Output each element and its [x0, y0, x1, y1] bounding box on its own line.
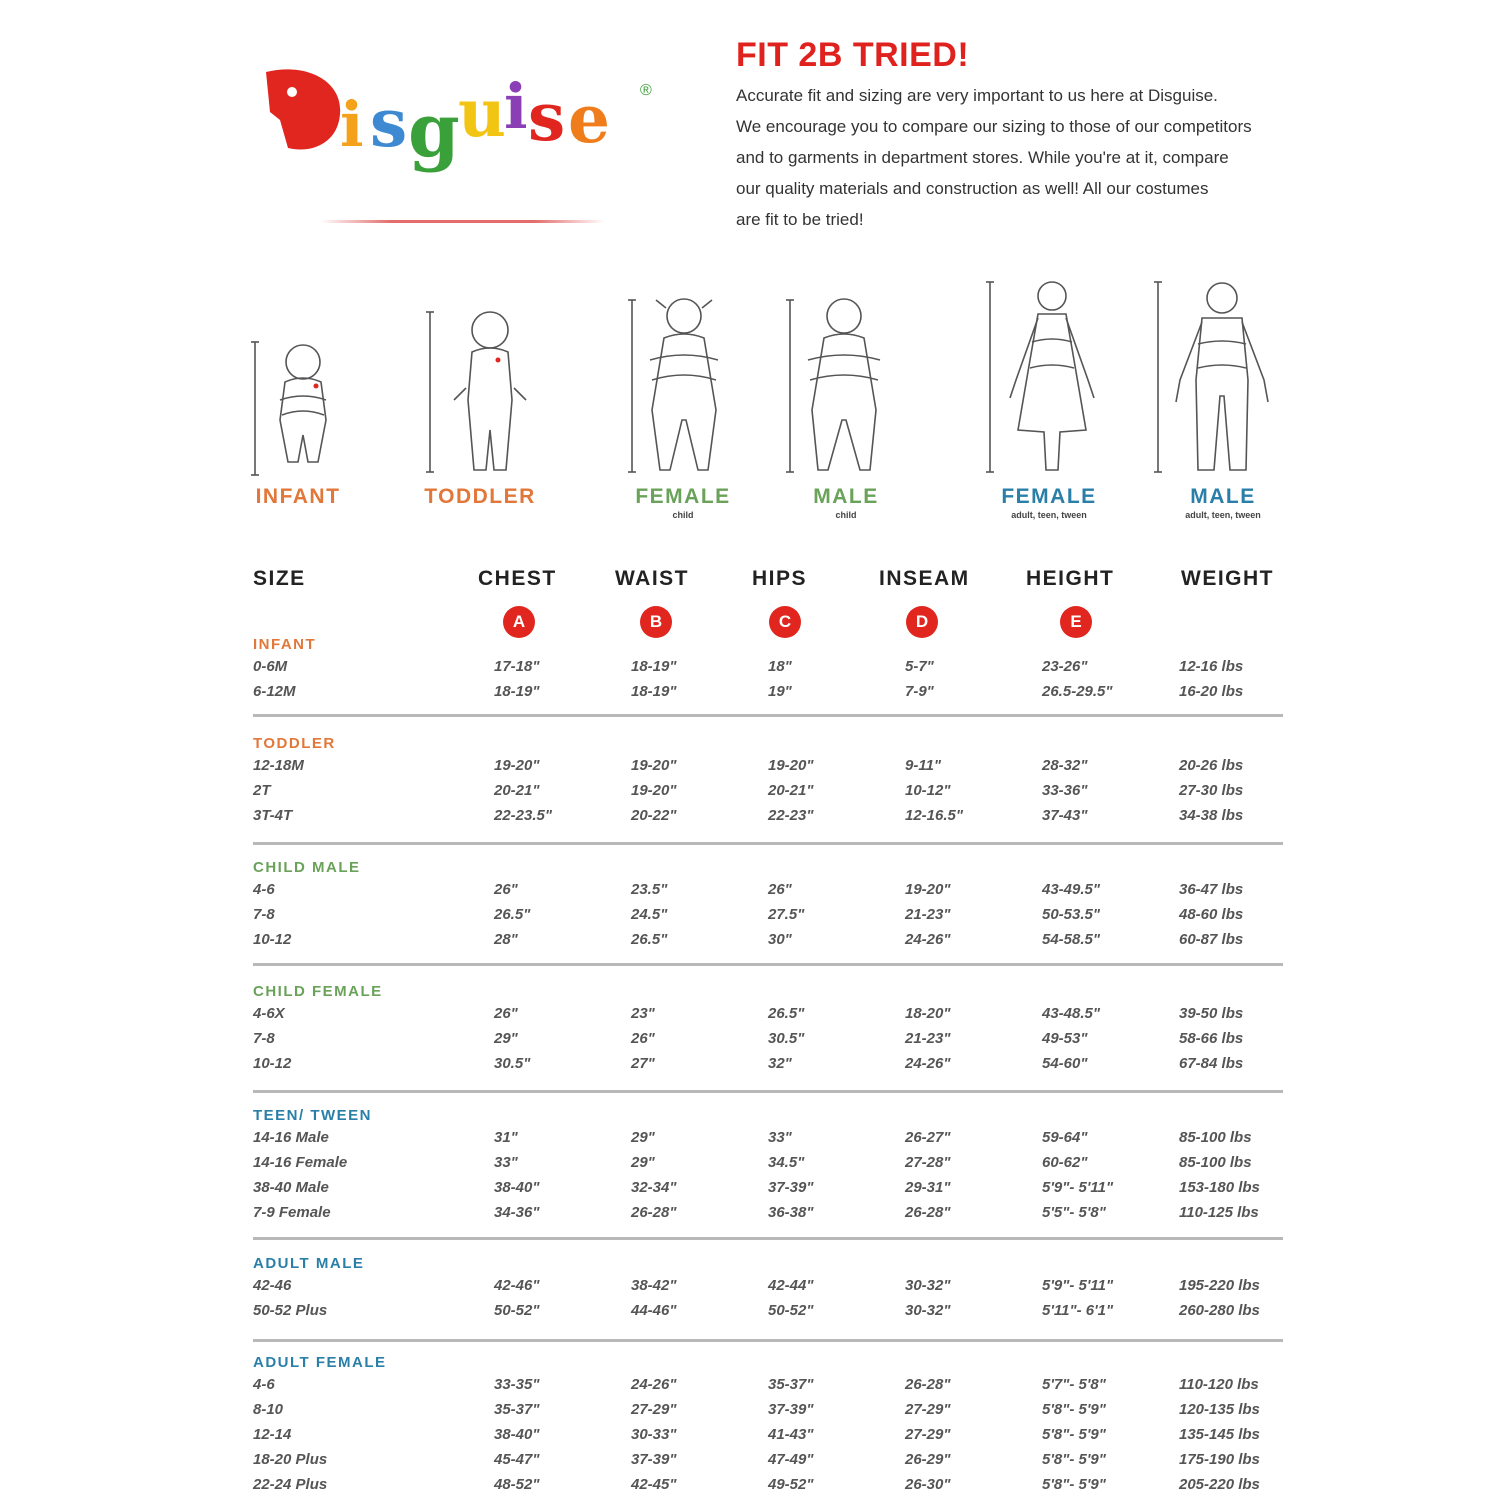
figure-sub-child-female: child	[672, 510, 694, 520]
adult-female-figure-icon	[986, 282, 1094, 472]
cell-height: 43-48.5"	[1042, 1005, 1100, 1022]
cell-waist: 19-20"	[631, 782, 677, 799]
cell-inseam: 24-26"	[905, 1055, 951, 1072]
cell-hips: 22-23"	[768, 807, 814, 824]
logo-underline	[320, 220, 605, 223]
cell-waist: 24-26"	[631, 1376, 677, 1393]
cell-height: 37-43"	[1042, 807, 1088, 824]
cell-size: 10-12	[253, 1055, 292, 1072]
cell-size: 2T	[253, 782, 271, 799]
cell-height: 5'7"- 5'8"	[1042, 1376, 1106, 1393]
cell-hips: 49-52"	[768, 1476, 814, 1493]
cell-inseam: 18-20"	[905, 1005, 951, 1022]
cell-height: 33-36"	[1042, 782, 1088, 799]
logo-letter-s2: s	[528, 78, 566, 156]
header-weight: WEIGHT	[1181, 567, 1274, 590]
cell-hips: 30"	[768, 931, 792, 948]
cell-height: 5'8"- 5'9"	[1042, 1426, 1106, 1443]
badge-inseam: D	[906, 606, 938, 638]
cell-chest: 20-21"	[494, 782, 540, 799]
cell-weight: 153-180 lbs	[1179, 1179, 1260, 1196]
table-row	[253, 879, 1283, 904]
fit-line: Accurate fit and sizing are very important to us here at Disguise.	[736, 86, 1218, 105]
cell-weight: 60-87 lbs	[1179, 931, 1244, 948]
cell-chest: 26.5"	[494, 906, 531, 923]
header-height: HEIGHT	[1026, 567, 1115, 590]
cell-size: 14-16 Female	[253, 1154, 348, 1171]
cell-weight: 260-280 lbs	[1179, 1302, 1260, 1319]
cell-weight: 135-145 lbs	[1179, 1426, 1260, 1443]
cell-size: 14-16 Male	[253, 1129, 329, 1146]
cell-weight: 195-220 lbs	[1179, 1277, 1260, 1294]
table-row	[253, 1003, 1283, 1028]
cell-chest: 42-46"	[494, 1277, 540, 1294]
cell-weight: 175-190 lbs	[1179, 1451, 1260, 1468]
section-infant	[253, 634, 1283, 706]
cell-inseam: 7-9"	[905, 683, 934, 700]
cell-size: 4-6X	[253, 1005, 285, 1022]
cell-weight: 67-84 lbs	[1179, 1055, 1244, 1072]
logo-letter-i: i	[340, 88, 364, 161]
cell-waist: 18-19"	[631, 658, 677, 675]
cell-inseam: 24-26"	[905, 931, 951, 948]
toddler-figure-icon	[426, 312, 526, 472]
cell-size: 12-18M	[253, 757, 304, 774]
cell-weight: 48-60 lbs	[1179, 906, 1244, 923]
cell-chest: 30.5"	[494, 1055, 531, 1072]
logo-letter-u: u	[458, 74, 506, 152]
cell-chest: 50-52"	[494, 1302, 540, 1319]
cell-height: 26.5-29.5"	[1042, 683, 1113, 700]
cell-waist: 23"	[631, 1005, 655, 1022]
table-row	[253, 1127, 1283, 1152]
cell-chest: 33"	[494, 1154, 518, 1171]
cell-waist: 18-19"	[631, 683, 677, 700]
cell-weight: 110-125 lbs	[1179, 1204, 1259, 1221]
infant-figure-icon	[251, 342, 326, 475]
cell-inseam: 27-29"	[905, 1401, 951, 1418]
registered-mark: ®	[640, 82, 652, 99]
cell-chest: 35-37"	[494, 1401, 540, 1418]
section-title: ADULT MALE	[253, 1255, 365, 1272]
fit-line: and to garments in department stores. While you're at it, compare	[736, 148, 1229, 167]
section-adult-male	[253, 1253, 1283, 1325]
logo-letter-i2: i	[504, 70, 528, 143]
cell-chest: 29"	[494, 1030, 518, 1047]
cell-waist: 42-45"	[631, 1476, 677, 1493]
table-row	[253, 929, 1283, 954]
disguise-logo	[258, 62, 658, 192]
cell-waist: 26.5"	[631, 931, 668, 948]
cell-hips: 26"	[768, 881, 792, 898]
table-row	[253, 1177, 1283, 1202]
figures-illustration	[240, 270, 1300, 485]
table-row	[253, 1028, 1283, 1053]
cell-height: 60-62"	[1042, 1154, 1088, 1171]
cell-chest: 48-52"	[494, 1476, 540, 1493]
cell-inseam: 21-23"	[905, 906, 951, 923]
cell-hips: 33"	[768, 1129, 792, 1146]
cell-size: 38-40 Male	[253, 1179, 329, 1196]
cell-weight: 36-47 lbs	[1179, 881, 1244, 898]
table-row	[253, 1424, 1283, 1449]
table-row	[253, 1275, 1283, 1300]
section-adult-female	[253, 1352, 1283, 1499]
cell-height: 54-58.5"	[1042, 931, 1100, 948]
cell-weight: 34-38 lbs	[1179, 807, 1244, 824]
cell-inseam: 26-27"	[905, 1129, 951, 1146]
cell-chest: 19-20"	[494, 757, 540, 774]
cell-hips: 20-21"	[768, 782, 814, 799]
fit-title: FIT 2B TRIED!	[736, 36, 970, 74]
cell-inseam: 26-28"	[905, 1204, 951, 1221]
cell-inseam: 27-28"	[905, 1154, 951, 1171]
section-title: CHILD MALE	[253, 859, 361, 876]
cell-hips: 18"	[768, 658, 792, 675]
cell-height: 49-53"	[1042, 1030, 1088, 1047]
cell-size: 50-52 Plus	[253, 1302, 328, 1319]
fit-description	[736, 80, 1296, 235]
table-row	[253, 1474, 1283, 1499]
cell-chest: 22-23.5"	[494, 807, 552, 824]
cell-waist: 37-39"	[631, 1451, 677, 1468]
cell-waist: 23.5"	[631, 881, 668, 898]
table-row	[253, 1152, 1283, 1177]
cell-hips: 36-38"	[768, 1204, 814, 1221]
cell-hips: 37-39"	[768, 1401, 814, 1418]
cell-waist: 32-34"	[631, 1179, 677, 1196]
cell-inseam: 10-12"	[905, 782, 951, 799]
section-title: TEEN/ TWEEN	[253, 1107, 373, 1124]
header-size: SIZE	[253, 567, 306, 590]
figure-label-toddler: TODDLER	[424, 485, 536, 508]
table-row	[253, 904, 1283, 929]
child-female-figure-icon	[628, 299, 718, 472]
cell-weight: 58-66 lbs	[1179, 1030, 1244, 1047]
figure-label-infant: INFANT	[255, 485, 341, 508]
section-title: TODDLER	[253, 735, 336, 752]
badge-chest: A	[503, 606, 535, 638]
cell-height: 28-32"	[1042, 757, 1088, 774]
cell-inseam: 21-23"	[905, 1030, 951, 1047]
cell-inseam: 26-29"	[905, 1451, 951, 1468]
table-row	[253, 1449, 1283, 1474]
cell-size: 22-24 Plus	[253, 1476, 328, 1493]
cell-height: 5'9"- 5'11"	[1042, 1277, 1114, 1294]
cell-inseam: 30-32"	[905, 1277, 951, 1294]
cell-inseam: 29-31"	[905, 1179, 951, 1196]
cell-waist: 27-29"	[631, 1401, 677, 1418]
cell-hips: 19-20"	[768, 757, 814, 774]
section-title: ADULT FEMALE	[253, 1354, 387, 1371]
section-title: CHILD FEMALE	[253, 983, 383, 1000]
section-child-male	[253, 857, 1283, 954]
cell-weight: 16-20 lbs	[1179, 683, 1244, 700]
cell-inseam: 5-7"	[905, 658, 934, 675]
cell-size: 10-12	[253, 931, 292, 948]
cell-weight: 120-135 lbs	[1179, 1401, 1260, 1418]
header-inseam: INSEAM	[879, 567, 970, 590]
header-hips: HIPS	[752, 567, 808, 590]
cell-height: 5'5"- 5'8"	[1042, 1204, 1106, 1221]
cell-inseam: 30-32"	[905, 1302, 951, 1319]
cell-weight: 20-26 lbs	[1179, 757, 1244, 774]
cell-hips: 19"	[768, 683, 792, 700]
section-teen-tween	[253, 1105, 1283, 1227]
cell-hips: 41-43"	[768, 1426, 814, 1443]
fit-line: our quality materials and construction as well! All our costumes	[736, 179, 1209, 198]
figure-sub-adult-male: adult, teen, tween	[1185, 510, 1261, 520]
cell-weight: 85-100 lbs	[1179, 1154, 1252, 1171]
figure-label-child-male: MALE	[813, 485, 879, 508]
cell-inseam: 12-16.5"	[905, 807, 963, 824]
cell-waist: 27"	[631, 1055, 655, 1072]
cell-waist: 29"	[631, 1154, 655, 1171]
cell-height: 5'8"- 5'9"	[1042, 1476, 1106, 1493]
cell-size: 18-20 Plus	[253, 1451, 328, 1468]
section-divider	[253, 714, 1283, 717]
cell-waist: 44-46"	[631, 1302, 677, 1319]
table-row	[253, 1053, 1283, 1078]
cell-hips: 34.5"	[768, 1154, 805, 1171]
table-row	[253, 1300, 1283, 1325]
cell-waist: 24.5"	[631, 906, 668, 923]
cell-chest: 33-35"	[494, 1376, 540, 1393]
cell-chest: 28"	[494, 931, 518, 948]
cell-hips: 35-37"	[768, 1376, 814, 1393]
cell-weight: 205-220 lbs	[1179, 1476, 1260, 1493]
fit-line: We encourage you to compare our sizing to those of our competitors	[736, 117, 1252, 136]
cell-hips: 50-52"	[768, 1302, 814, 1319]
table-row	[253, 755, 1283, 780]
cell-chest: 45-47"	[494, 1451, 540, 1468]
cell-height: 5'9"- 5'11"	[1042, 1179, 1114, 1196]
table-row	[253, 805, 1283, 830]
cell-size: 3T-4T	[253, 807, 293, 824]
cell-hips: 47-49"	[768, 1451, 814, 1468]
cell-height: 23-26"	[1042, 658, 1088, 675]
cell-height: 54-60"	[1042, 1055, 1088, 1072]
badge-hips: C	[769, 606, 801, 638]
logo-letter-e: e	[568, 80, 610, 158]
cell-height: 59-64"	[1042, 1129, 1088, 1146]
cell-hips: 42-44"	[768, 1277, 814, 1294]
cell-height: 43-49.5"	[1042, 881, 1100, 898]
cell-size: 7-9 Female	[253, 1204, 331, 1221]
figure-sub-child-male: child	[835, 510, 857, 520]
header-waist: WAIST	[615, 567, 689, 590]
adult-male-figure-icon	[1154, 282, 1268, 472]
figure-label-adult-male: MALE	[1190, 485, 1256, 508]
cell-inseam: 9-11"	[905, 757, 942, 774]
cell-waist: 19-20"	[631, 757, 677, 774]
cell-weight: 27-30 lbs	[1179, 782, 1244, 799]
cell-hips: 37-39"	[768, 1179, 814, 1196]
cell-size: 7-8	[253, 906, 275, 923]
badge-height: E	[1060, 606, 1092, 638]
table-row	[253, 681, 1283, 706]
cell-chest: 26"	[494, 881, 518, 898]
cell-size: 0-6M	[253, 658, 288, 675]
cell-waist: 26"	[631, 1030, 655, 1047]
cell-chest: 17-18"	[494, 658, 540, 675]
cell-hips: 26.5"	[768, 1005, 805, 1022]
cell-size: 7-8	[253, 1030, 275, 1047]
section-toddler	[253, 733, 1283, 830]
table-row	[253, 1374, 1283, 1399]
section-divider	[253, 1339, 1283, 1342]
cell-waist: 26-28"	[631, 1204, 677, 1221]
cell-height: 5'11"- 6'1"	[1042, 1302, 1114, 1319]
cell-inseam: 27-29"	[905, 1426, 951, 1443]
child-male-figure-icon	[786, 299, 880, 472]
figure-label-child-female: FEMALE	[635, 485, 731, 508]
cell-waist: 20-22"	[631, 807, 677, 824]
section-divider	[253, 842, 1283, 845]
cell-chest: 34-36"	[494, 1204, 540, 1221]
badge-waist: B	[640, 606, 672, 638]
figure-sub-adult-female: adult, teen, tween	[1011, 510, 1087, 520]
cell-height: 5'8"- 5'9"	[1042, 1401, 1106, 1418]
cell-chest: 38-40"	[494, 1426, 540, 1443]
section-divider	[253, 1090, 1283, 1093]
cell-chest: 31"	[494, 1129, 518, 1146]
fit-line: are fit to be tried!	[736, 210, 864, 229]
cell-chest: 38-40"	[494, 1179, 540, 1196]
cell-chest: 18-19"	[494, 683, 540, 700]
cell-inseam: 26-30"	[905, 1476, 951, 1493]
section-title: INFANT	[253, 636, 317, 653]
cell-size: 42-46	[253, 1277, 292, 1294]
cell-size: 6-12M	[253, 683, 296, 700]
table-row	[253, 1399, 1283, 1424]
cell-weight: 12-16 lbs	[1179, 658, 1244, 675]
cell-inseam: 19-20"	[905, 881, 951, 898]
cell-hips: 30.5"	[768, 1030, 805, 1047]
cell-waist: 30-33"	[631, 1426, 677, 1443]
cell-height: 5'8"- 5'9"	[1042, 1451, 1106, 1468]
section-divider	[253, 963, 1283, 966]
cell-hips: 32"	[768, 1055, 792, 1072]
cell-waist: 29"	[631, 1129, 655, 1146]
cell-size: 12-14	[253, 1426, 292, 1443]
cell-hips: 27.5"	[768, 906, 805, 923]
cell-height: 50-53.5"	[1042, 906, 1100, 923]
cell-inseam: 26-28"	[905, 1376, 951, 1393]
figure-label-adult-female: FEMALE	[1001, 485, 1097, 508]
cell-size: 4-6	[253, 1376, 275, 1393]
header-chest: CHEST	[478, 567, 557, 590]
cell-size: 4-6	[253, 881, 275, 898]
logo-letter-s: s	[370, 84, 408, 162]
cell-weight: 110-120 lbs	[1179, 1376, 1259, 1393]
section-child-female	[253, 981, 1283, 1078]
table-row	[253, 780, 1283, 805]
table-row	[253, 656, 1283, 681]
cell-chest: 26"	[494, 1005, 518, 1022]
logo-letter-g: g	[408, 88, 460, 174]
table-row	[253, 1202, 1283, 1227]
cell-size: 8-10	[253, 1401, 284, 1418]
cell-waist: 38-42"	[631, 1277, 677, 1294]
cell-weight: 85-100 lbs	[1179, 1129, 1252, 1146]
section-divider	[253, 1237, 1283, 1240]
cell-weight: 39-50 lbs	[1179, 1005, 1244, 1022]
